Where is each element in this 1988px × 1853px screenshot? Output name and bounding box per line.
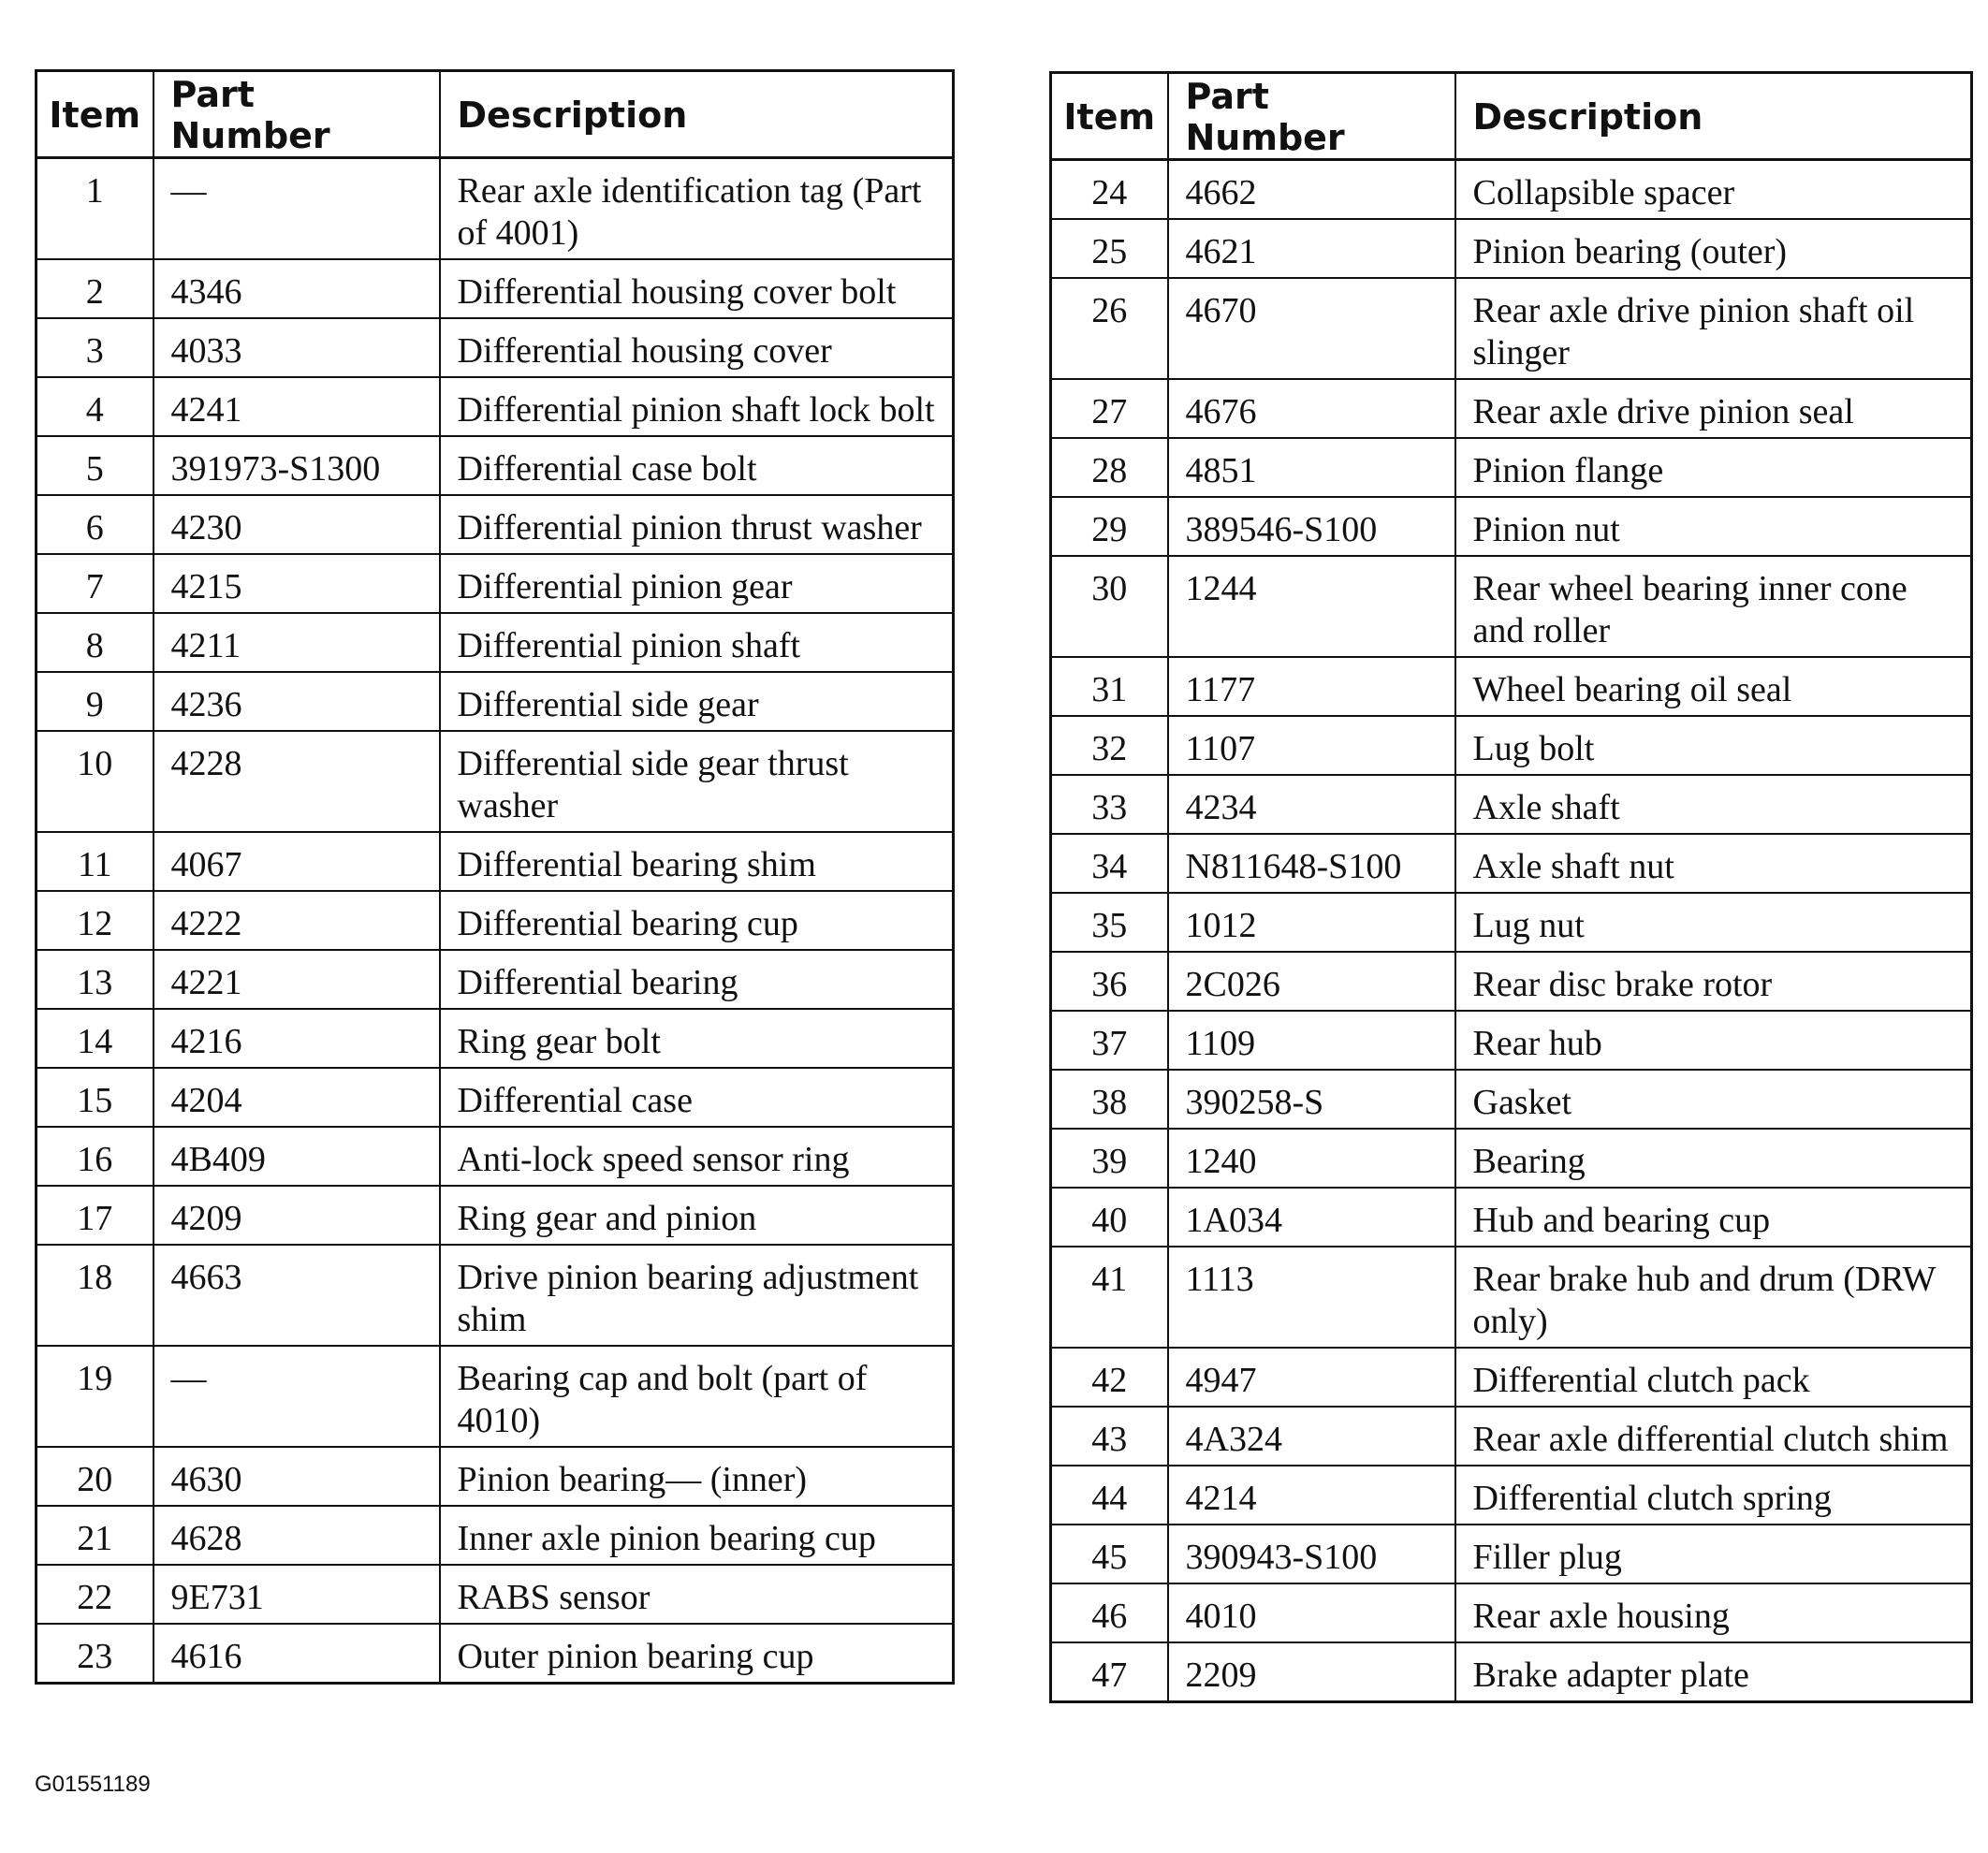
item-cell: 14: [37, 1009, 153, 1068]
part-number-cell: 4676: [1168, 379, 1455, 438]
item-cell: 24: [1051, 160, 1168, 220]
header-row: [37, 71, 954, 158]
description-cell: Rear axle housing: [1455, 1583, 1972, 1642]
item-cell: 2: [37, 259, 153, 318]
table-row: [37, 1068, 954, 1127]
table-row: [1051, 893, 1972, 952]
table-row: [1051, 775, 1972, 834]
description-cell: Drive pinion bearing adjustment shim: [440, 1245, 954, 1346]
part-number-cell: 4222: [153, 891, 440, 950]
table-row: [1051, 219, 1972, 278]
description-cell: Differential clutch spring: [1455, 1466, 1972, 1525]
item-cell: 41: [1051, 1247, 1168, 1348]
table-row: [1051, 497, 1972, 556]
table-row: [1051, 438, 1972, 497]
item-cell: 45: [1051, 1525, 1168, 1583]
description-cell: Differential side gear thrust washer: [440, 731, 954, 832]
description-cell: Lug nut: [1455, 893, 1972, 952]
item-cell: 6: [37, 495, 153, 554]
item-cell: 34: [1051, 834, 1168, 893]
description-cell: Rear axle drive pinion shaft oil slinger: [1455, 278, 1972, 379]
part-number-cell: 390943-S100: [1168, 1525, 1455, 1583]
description-cell: Rear disc brake rotor: [1455, 952, 1972, 1011]
description-cell: Differential side gear: [440, 672, 954, 731]
header-description: Description: [440, 71, 954, 158]
description-cell: Differential case: [440, 1068, 954, 1127]
part-number-cell: 4241: [153, 377, 440, 436]
table-row: [1051, 1011, 1972, 1070]
table-row: [37, 891, 954, 950]
table-row: [37, 436, 954, 495]
description-cell: Lug bolt: [1455, 716, 1972, 775]
description-cell: Differential clutch pack: [1455, 1348, 1972, 1407]
part-number-cell: 1113: [1168, 1247, 1455, 1348]
table-row: [37, 318, 954, 377]
table-row: [37, 495, 954, 554]
part-number-cell: 9E731: [153, 1565, 440, 1624]
part-number-cell: 4851: [1168, 438, 1455, 497]
table-row: [1051, 556, 1972, 657]
item-cell: 26: [1051, 278, 1168, 379]
part-number-cell: 4230: [153, 495, 440, 554]
part-number-cell: 4346: [153, 259, 440, 318]
item-cell: 18: [37, 1245, 153, 1346]
table-row: [37, 1009, 954, 1068]
description-cell: Inner axle pinion bearing cup: [440, 1506, 954, 1565]
item-cell: 36: [1051, 952, 1168, 1011]
item-cell: 46: [1051, 1583, 1168, 1642]
item-cell: 42: [1051, 1348, 1168, 1407]
part-number-cell: 2C026: [1168, 952, 1455, 1011]
table-row: [37, 1506, 954, 1565]
part-number-cell: 1109: [1168, 1011, 1455, 1070]
item-cell: 17: [37, 1186, 153, 1245]
table-row: [37, 1565, 954, 1624]
parts-table-right: [1049, 71, 1973, 1703]
table-row: [37, 1186, 954, 1245]
table-row: [37, 554, 954, 613]
item-cell: 43: [1051, 1407, 1168, 1466]
table-row: [1051, 1466, 1972, 1525]
description-cell: Rear axle drive pinion seal: [1455, 379, 1972, 438]
table-row: [1051, 278, 1972, 379]
description-cell: Rear hub: [1455, 1011, 1972, 1070]
item-cell: 39: [1051, 1129, 1168, 1188]
part-number-cell: N811648-S100: [1168, 834, 1455, 893]
part-number-cell: 4216: [153, 1009, 440, 1068]
table-row: [37, 377, 954, 436]
part-number-cell: 1012: [1168, 893, 1455, 952]
item-cell: 16: [37, 1127, 153, 1186]
part-number-cell: 4B409: [153, 1127, 440, 1186]
item-cell: 12: [37, 891, 153, 950]
table-row: [1051, 952, 1972, 1011]
description-cell: Pinion flange: [1455, 438, 1972, 497]
description-cell: Differential pinion shaft: [440, 613, 954, 672]
description-cell: Rear wheel bearing inner cone and roller: [1455, 556, 1972, 657]
part-number-cell: —: [153, 1346, 440, 1447]
table-row: [1051, 160, 1972, 220]
description-cell: Differential bearing: [440, 950, 954, 1009]
figure-id: G01551189: [35, 1772, 151, 1797]
table-row: [1051, 1129, 1972, 1188]
parts-table-left: [35, 69, 955, 1685]
part-number-cell: 4228: [153, 731, 440, 832]
table-row: [37, 259, 954, 318]
item-cell: 7: [37, 554, 153, 613]
part-number-cell: —: [153, 158, 440, 260]
header-row: [1051, 73, 1972, 160]
part-number-cell: 1240: [1168, 1129, 1455, 1188]
item-cell: 13: [37, 950, 153, 1009]
description-cell: Differential bearing cup: [440, 891, 954, 950]
part-number-cell: 4204: [153, 1068, 440, 1127]
description-cell: Anti-lock speed sensor ring: [440, 1127, 954, 1186]
item-cell: 5: [37, 436, 153, 495]
part-number-cell: 4662: [1168, 160, 1455, 220]
description-cell: Rear axle identification tag (Part of 4001): [440, 158, 954, 260]
description-cell: Differential pinion shaft lock bolt: [440, 377, 954, 436]
part-number-cell: 4947: [1168, 1348, 1455, 1407]
table-row: [37, 731, 954, 832]
table-row: [37, 832, 954, 891]
header-part-number: Part Number: [1168, 73, 1455, 160]
part-number-cell: 1244: [1168, 556, 1455, 657]
header-part-number: Part Number: [153, 71, 440, 158]
table-row: [1051, 1642, 1972, 1702]
item-cell: 38: [1051, 1070, 1168, 1129]
description-cell: Pinion bearing (outer): [1455, 219, 1972, 278]
description-cell: Differential pinion thrust washer: [440, 495, 954, 554]
table-row: [37, 158, 954, 260]
part-number-cell: 4067: [153, 832, 440, 891]
item-cell: 47: [1051, 1642, 1168, 1702]
description-cell: Differential case bolt: [440, 436, 954, 495]
part-number-cell: 4033: [153, 318, 440, 377]
part-number-cell: 2209: [1168, 1642, 1455, 1702]
item-cell: 35: [1051, 893, 1168, 952]
item-cell: 31: [1051, 657, 1168, 716]
part-number-cell: 4211: [153, 613, 440, 672]
table-row: [1051, 1070, 1972, 1129]
part-number-cell: 4621: [1168, 219, 1455, 278]
table-row: [37, 613, 954, 672]
item-cell: 1: [37, 158, 153, 260]
description-cell: Differential housing cover bolt: [440, 259, 954, 318]
description-cell: Hub and bearing cup: [1455, 1188, 1972, 1247]
item-cell: 15: [37, 1068, 153, 1127]
part-number-cell: 4616: [153, 1624, 440, 1684]
part-number-cell: 4630: [153, 1447, 440, 1506]
description-cell: Rear brake hub and drum (DRW only): [1455, 1247, 1972, 1348]
part-number-cell: 4670: [1168, 278, 1455, 379]
description-cell: Axle shaft: [1455, 775, 1972, 834]
table-row: [1051, 657, 1972, 716]
part-number-cell: 4221: [153, 950, 440, 1009]
description-cell: Axle shaft nut: [1455, 834, 1972, 893]
table-row: [37, 672, 954, 731]
description-cell: RABS sensor: [440, 1565, 954, 1624]
description-cell: Rear axle differential clutch shim: [1455, 1407, 1972, 1466]
item-cell: 33: [1051, 775, 1168, 834]
table-row: [1051, 379, 1972, 438]
table-row: [1051, 1407, 1972, 1466]
item-cell: 28: [1051, 438, 1168, 497]
part-number-cell: 4215: [153, 554, 440, 613]
description-cell: Bearing cap and bolt (part of 4010): [440, 1346, 954, 1447]
description-cell: Filler plug: [1455, 1525, 1972, 1583]
item-cell: 3: [37, 318, 153, 377]
part-number-cell: 1107: [1168, 716, 1455, 775]
table-row: [1051, 716, 1972, 775]
table-row: [37, 1346, 954, 1447]
part-number-cell: 4209: [153, 1186, 440, 1245]
table-row: [1051, 1188, 1972, 1247]
description-cell: Pinion nut: [1455, 497, 1972, 556]
header-item: Item: [37, 71, 153, 158]
item-cell: 23: [37, 1624, 153, 1684]
table-row: [37, 950, 954, 1009]
description-cell: Ring gear bolt: [440, 1009, 954, 1068]
table-row: [1051, 1247, 1972, 1348]
part-number-cell: 4214: [1168, 1466, 1455, 1525]
part-number-cell: 391973-S1300: [153, 436, 440, 495]
item-cell: 40: [1051, 1188, 1168, 1247]
description-cell: Ring gear and pinion: [440, 1186, 954, 1245]
item-cell: 11: [37, 832, 153, 891]
item-cell: 8: [37, 613, 153, 672]
description-cell: Outer pinion bearing cup: [440, 1624, 954, 1684]
part-number-cell: 1177: [1168, 657, 1455, 716]
item-cell: 25: [1051, 219, 1168, 278]
item-cell: 10: [37, 731, 153, 832]
item-cell: 9: [37, 672, 153, 731]
description-cell: Wheel bearing oil seal: [1455, 657, 1972, 716]
description-cell: Differential pinion gear: [440, 554, 954, 613]
table-row: [37, 1245, 954, 1346]
part-number-cell: 4628: [153, 1506, 440, 1565]
item-cell: 37: [1051, 1011, 1168, 1070]
table-row: [1051, 1348, 1972, 1407]
item-cell: 30: [1051, 556, 1168, 657]
part-number-cell: 4010: [1168, 1583, 1455, 1642]
description-cell: Gasket: [1455, 1070, 1972, 1129]
table-row: [1051, 834, 1972, 893]
item-cell: 20: [37, 1447, 153, 1506]
description-cell: Bearing: [1455, 1129, 1972, 1188]
table-row: [37, 1127, 954, 1186]
table-row: [1051, 1525, 1972, 1583]
description-cell: Differential housing cover: [440, 318, 954, 377]
part-number-cell: 4236: [153, 672, 440, 731]
item-cell: 27: [1051, 379, 1168, 438]
description-cell: Differential bearing shim: [440, 832, 954, 891]
item-cell: 21: [37, 1506, 153, 1565]
item-cell: 22: [37, 1565, 153, 1624]
part-number-cell: 390258-S: [1168, 1070, 1455, 1129]
part-number-cell: 1A034: [1168, 1188, 1455, 1247]
description-cell: Pinion bearing— (inner): [440, 1447, 954, 1506]
description-cell: Collapsible spacer: [1455, 160, 1972, 220]
item-cell: 32: [1051, 716, 1168, 775]
part-number-cell: 389546-S100: [1168, 497, 1455, 556]
table-row: [37, 1447, 954, 1506]
item-cell: 4: [37, 377, 153, 436]
part-number-cell: 4A324: [1168, 1407, 1455, 1466]
table-row: [1051, 1583, 1972, 1642]
part-number-cell: 4234: [1168, 775, 1455, 834]
table-row: [37, 1624, 954, 1684]
description-cell: Brake adapter plate: [1455, 1642, 1972, 1702]
item-cell: 44: [1051, 1466, 1168, 1525]
item-cell: 29: [1051, 497, 1168, 556]
part-number-cell: 4663: [153, 1245, 440, 1346]
header-description: Description: [1455, 73, 1972, 160]
header-item: Item: [1051, 73, 1168, 160]
item-cell: 19: [37, 1346, 153, 1447]
